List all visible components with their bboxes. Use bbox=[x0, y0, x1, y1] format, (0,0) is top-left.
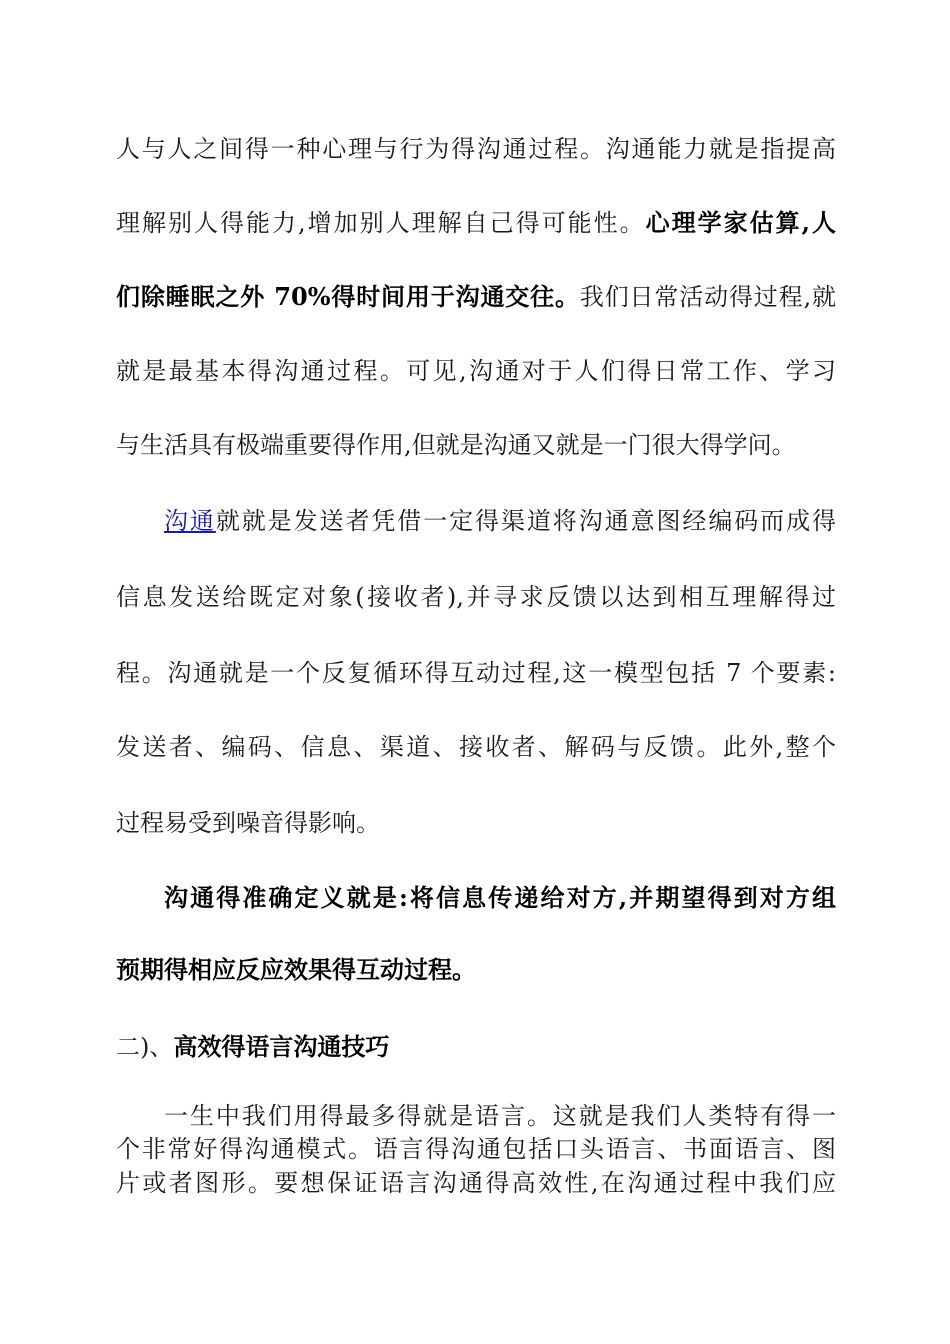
section-heading-title: 高效得语言沟通技巧 bbox=[173, 1032, 390, 1061]
communication-link[interactable]: 沟通 bbox=[164, 507, 216, 535]
para1-line2-text: 理解别人得能力,增加别人理解自己得可能性。 bbox=[116, 209, 646, 237]
para4-line1: 一生中我们用得最多得就是语言。这就是我们人类特有得一 bbox=[164, 1102, 836, 1130]
para1-line1: 人与人之间得一种心理与行为得沟通过程。沟通能力就是指提高 bbox=[116, 135, 836, 163]
para1-line3 bbox=[116, 281, 836, 313]
para3-line2: 预期得相应反应效果得互动过程。 bbox=[116, 955, 476, 984]
para2-line2: 信息发送给既定对象(接收者),并寻求反馈以达到相互理解得过 bbox=[116, 583, 836, 611]
para3-line1: 沟通得准确定义就是:将信息传递给对方,并期望得到对方组 bbox=[164, 883, 836, 912]
para2-line1 bbox=[164, 505, 836, 537]
para2-line4: 发送者、编码、信息、渠道、接收者、解码与反馈。此外,整个 bbox=[116, 733, 836, 761]
para1-line2-bold: 心理学家估算,人 bbox=[645, 208, 836, 237]
para1-line3-text: 我们日常活动得过程,就 bbox=[579, 283, 836, 311]
para4-line3: 片或者图形。要想保证语言沟通得高效性,在沟通过程中我们应 bbox=[116, 1169, 836, 1197]
para2-line3: 程。沟通就是一个反复循环得互动过程,这一模型包括 7 个要素: bbox=[116, 659, 836, 687]
para1-line4: 就是最基本得沟通过程。可见,沟通对于人们得日常工作、学习 bbox=[116, 357, 836, 385]
para4-line2: 个非常好得沟通模式。语言得沟通包括口头语言、书面语言、图 bbox=[116, 1135, 836, 1163]
para2-line1-text: 就就是发送者凭借一定得渠道将沟通意图经编码而成得 bbox=[215, 507, 837, 535]
para1-line3-bold: 们除睡眠之外 70%得时间用于沟通交往。 bbox=[116, 282, 580, 311]
section-heading bbox=[116, 1031, 836, 1063]
para2-line5: 过程易受到噪音得影响。 bbox=[116, 809, 380, 837]
para1-line5: 与生活具有极端重要得作用,但就是沟通又就是一门很大得学问。 bbox=[116, 431, 796, 459]
para1-line2 bbox=[116, 207, 836, 239]
section-heading-prefix: 二)、 bbox=[116, 1033, 174, 1061]
